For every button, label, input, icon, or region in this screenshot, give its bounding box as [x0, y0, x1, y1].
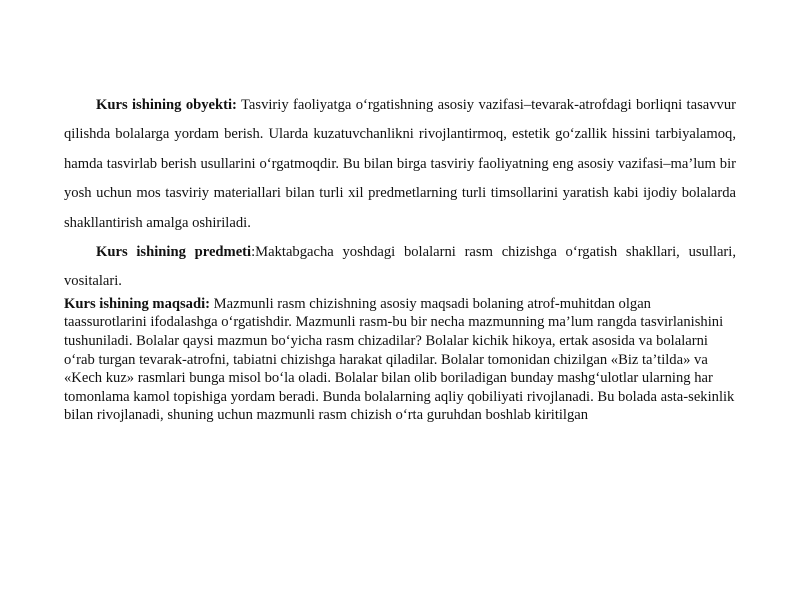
text-subject: :Maktabgacha yoshdagi bolalarni rasm chizishga o‘rgatish shakllari, usullari, vositalari. — [64, 244, 736, 290]
paragraph-goal — [64, 295, 736, 425]
paragraph-object — [64, 91, 736, 238]
paragraph-subject — [64, 238, 736, 297]
text-object: Tasviriy faoliyatga o‘rgatishning asosiy vazifasi–tevarak-atrofdagi borliqni tasavvur qilishda bolalarga yordam berish. Ularda kuzatuvchanlikni rivojlantirmoq, estetik go‘zallik hissini tarbiyalamoq, hamda tasvirlab berish usullarini o‘rgatmoqdir. Bu bilan birga tasviriy faoliyatning eng asosiy vazifasi–ma’lum bir yosh uchun mos tasviriy materiallari bilan turli xil predmetlarning turli timsollarini yaratish kabi ijodiy bolalarda shakllantirish amalga oshiriladi. — [64, 97, 736, 231]
heading-subject: Kurs ishining predmeti — [96, 244, 252, 261]
heading-goal: Kurs ishining maqsadi: — [64, 295, 210, 312]
document-page — [64, 91, 736, 425]
heading-object: Kurs ishining obyekti: — [96, 97, 237, 113]
text-goal: Mazmunli rasm chizishning asosiy maqsadi bolaning atrof-muhitdan olgan taassurotlarini ifodalashga o‘rgatishdir. Mazmunli rasm-bu bir necha mazmunning ma’lum rangda tasvirlanishini tushuniladi. Bolalar qaysi mazmun bo‘yicha rasm chizadilar? Bolalar kichik hikoya, ertak asosida va bolalarni o‘rab turgan tevarak-atrofni, tabiatni chizishga harakat qiladilar. Bolalar tomonidan chizilgan «Biz ta’tilda» va «Kech kuz» rasmlari bunga misol bo‘la oladi. Bolalar bilan olib boriladigan bunday mashg‘ulotlar ularning har tomonlama kamol topishiga yordam beradi. Bunda bolalarning aqliy qobiliyati rivojlanadi. Bu bolada asta-sekinlik bilan rivojlanadi, shuning uchun mazmunli rasm chizish o‘rta guruhdan boshlab kiritilgan — [64, 295, 735, 424]
